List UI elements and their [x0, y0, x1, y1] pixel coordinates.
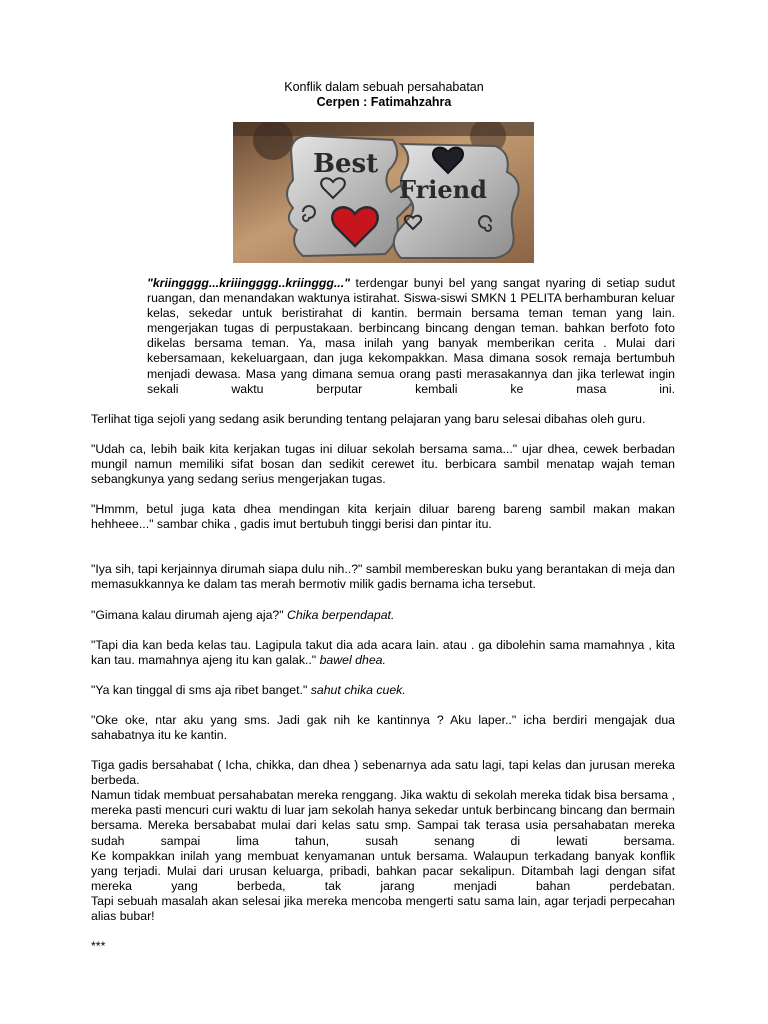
paragraph-6-tag: Chika berpendapat.: [287, 607, 395, 622]
bell-sound: "kriingggg...kriiingggg..kriinggg...": [147, 276, 350, 290]
paragraph-7-tag: bawel dhea.: [319, 652, 386, 667]
friend-word: Friend: [399, 175, 487, 204]
paragraph-10: Tiga gadis bersahabat ( Icha, chikka, dan dhea ) sebenarnya ada satu lagi, tapi kelas dan jurusan mereka berbeda.: [91, 758, 675, 788]
story-body: [91, 276, 675, 954]
title-block: [0, 80, 768, 110]
paragraph-1: [91, 276, 675, 397]
section-separator: ***: [91, 939, 106, 954]
paragraph-2: Terlihat tiga sejoli yang sedang asik berunding tentang pelajaran yang baru selesai dibahas oleh guru.: [91, 411, 646, 426]
paragraph-8-tag: sahut chika cuek.: [310, 682, 406, 697]
paragraph-7-quote: "Tapi dia kan beda kelas tau. Lagipula takut dia ada acara lain. atau . ga dibolehin sama mamahnya , kita kan tau. mamahnya ajeng itu kan galak..": [91, 637, 675, 667]
paragraph-3: "Udah ca, lebih baik kita kerjakan tugas ini diluar sekolah bersama sama..." ujar dhea, cewek berbadan mungil namun memiliki sifat bosan dan sedikit cerewet itu. berbicara sambil menatap wajah teman sebangkunya yang sedang serius mengerjakan tugas.: [91, 441, 675, 487]
paragraph-5: "Iya sih, tapi kerjainnya dirumah siapa dulu nih..?" sambil membereskan buku yang berantakan di meja dan memasukkannya ke dalam tas merah bermotiv milik gadis bernama icha tersebut.: [91, 562, 675, 592]
document-subtitle: Cerpen : Fatimahzahra: [316, 95, 452, 109]
paragraph-12: Ke kompakkan inilah yang membuat kenyamanan untuk bersama. Walaupun terkadang banyak konflik yang terjadi. Mulai dari urusan keluarga, pribadi, bahkan pacar sekalipun. Ditambah lagi dengan sifat mereka yang berbeda, tak jarang menjadi bahan perdebatan.: [91, 848, 675, 893]
best-friend-puzzle-image: [233, 122, 534, 263]
paragraph-13: Tapi sebuah masalah akan selesai jika mereka mencoba mengerti satu sama lain, agar terjadi perpecahan alias bubar!: [91, 893, 675, 923]
paragraph-8-quote: "Ya kan tinggal di sms aja ribet banget.": [91, 682, 311, 697]
paragraph-1-text: terdengar bunyi bel yang sangat nyaring di setiap sudut ruangan, dan menandakan waktunya istirahat. Siswa-siswi SMKN 1 PELITA berhamburan keluar kelas, sekedar untuk beristirahat di kantin. bermain bersama teman teman yang lain. mengerjakan tugas di perpustakaan. berbincang bincang dengan teman. bahkan berfoto foto dikelas bersama teman. Ya, masa inilah yang banyak memberikan cerita . Mulai dari kebersamaan, kekeluargaan, dan juga kekompakkan. Masa dimana sosok remaja bertumbuh menjadi dewasa. Masa yang dimana semua orang pasti merasakannya dan jika terlewat ingin sekali waktu berputar kembali ke masa ini.: [147, 276, 675, 396]
best-word: Best: [313, 149, 379, 179]
puzzle-pendant-illustration: [233, 122, 534, 263]
paragraph-4: "Hmmm, betul juga kata dhea mendingan kita kerjain diluar bareng bareng sambil makan makan hehheee..." sambar chika , gadis imut bertubuh tinggi berisi dan pintar itu.: [91, 502, 675, 532]
paragraph-8: [91, 683, 675, 698]
document-title: Konflik dalam sebuah persahabatan: [284, 80, 484, 94]
paragraph-6: [91, 608, 675, 623]
paragraph-6-quote: "Gimana kalau dirumah ajeng aja?": [91, 607, 288, 622]
paragraph-9: "Oke oke, ntar aku yang sms. Jadi gak nih ke kantinnya ? Aku laper.." icha berdiri mengajak dua sahabatnya itu ke kantin.: [91, 712, 675, 742]
paragraph-7: [91, 638, 675, 668]
paragraph-11: Namun tidak membuat persahabatan mereka renggang. Jika waktu di sekolah mereka tidak bisa bersama , mereka pasti mencuri curi waktu di luar jam sekolah hanya sekedar untuk berbincang bincang dan bermain bersama. Mereka bersababat mulai dari kelas satu smp. Sampai tak terasa usia persahabatan mereka sudah sampai lima tahun, susah senang di lewati bersama.: [91, 788, 675, 848]
